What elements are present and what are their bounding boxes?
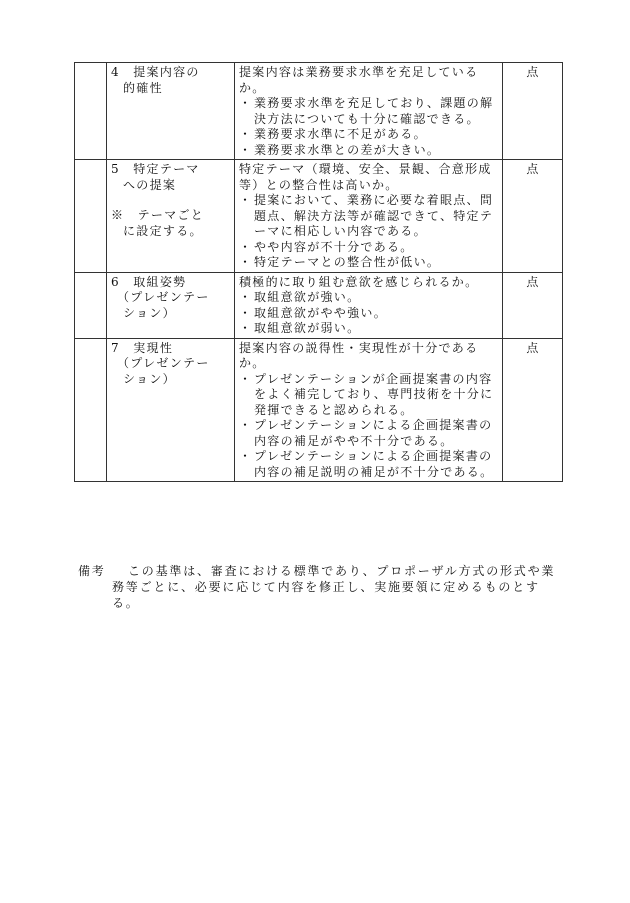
bullet-text: 業務要求水準を充足しており、課題の解決方法についても十分に確認できる。 — [254, 96, 494, 126]
bullet-text: 特定テーマとの整合性が低い。 — [254, 255, 441, 269]
criteria-bullet — [239, 143, 499, 159]
bullet-text: 提案において、業務に必要な着眼点、問題点、解決方法等が確認できて、特定テーマに相応しい内容である。 — [254, 193, 494, 238]
bullet-text: 取組意欲がやや強い。 — [254, 305, 388, 320]
criteria-row — [75, 160, 563, 273]
bullet-text: プレゼンテーションによる企画提案書の内容の補足がやや不十分である。 — [254, 418, 493, 448]
bullet-mark: ・ — [239, 142, 253, 157]
criteria-cell — [235, 63, 503, 160]
criteria-row — [75, 63, 563, 160]
criteria-bullet — [239, 127, 499, 143]
criteria-bullet — [239, 449, 499, 480]
criteria-bullet — [239, 193, 499, 240]
category-cell — [75, 338, 107, 482]
remarks-note — [74, 563, 562, 611]
criteria-bullet — [239, 290, 499, 306]
item-line: ション） — [123, 305, 176, 320]
remarks-label: 備考 — [78, 564, 106, 578]
score-cell: 点 — [503, 63, 563, 160]
bullet-mark: ・ — [239, 418, 253, 432]
criteria-cell — [235, 338, 503, 482]
criteria-cell — [235, 160, 503, 273]
bullet-text: プレゼンテーションが企画提案書の内容をよく補完しており、専門技術を十分に発揮できると認められる。 — [254, 371, 494, 417]
item-line: （プレゼンテー — [117, 290, 210, 304]
category-cell — [75, 160, 107, 273]
criteria-lead: 特定テーマ（環境、安全、景観、合意形成等）との整合性は高いか。 — [239, 162, 492, 192]
item-line: 7 実現性 — [111, 340, 174, 355]
item-line: 的確性 — [123, 80, 163, 95]
bullet-mark: ・ — [239, 449, 253, 463]
score-cell: 点 — [503, 160, 563, 273]
bullet-mark: ・ — [239, 255, 253, 269]
evaluation-criteria-table — [74, 62, 563, 482]
criteria-lead: 提案内容は業務要求水準を充足しているか。 — [239, 65, 479, 95]
criteria-bullet — [239, 418, 499, 449]
score-cell: 点 — [503, 338, 563, 482]
bullet-mark: ・ — [239, 239, 253, 254]
item-cell — [107, 272, 235, 338]
bullet-text: 業務要求水準との差が大きい。 — [254, 142, 441, 157]
criteria-bullet — [239, 372, 499, 419]
item-line: （プレゼンテー — [117, 356, 210, 370]
criteria-bullet — [239, 240, 499, 256]
bullet-mark: ・ — [239, 96, 253, 110]
bullet-mark: ・ — [239, 321, 253, 335]
criteria-lead: 積極的に取り組む意欲を感じられるか。 — [239, 274, 479, 289]
criteria-cell — [235, 272, 503, 338]
bullet-mark: ・ — [239, 193, 253, 207]
bullet-text: 取組意欲が弱い。 — [254, 321, 361, 335]
item-spacer — [111, 193, 231, 208]
criteria-row — [75, 338, 563, 482]
item-cell — [107, 63, 235, 160]
criteria-bullet — [239, 306, 499, 322]
bullet-mark: ・ — [239, 305, 253, 320]
bullet-mark: ・ — [239, 371, 253, 386]
bullet-mark: ・ — [239, 290, 253, 304]
bullet-mark: ・ — [239, 127, 253, 141]
remarks-text: この基準は、審査における標準であり、プロポーザル方式の形式や業務等ごとに、必要に応じて内容を修正し、実施要領に定めるものとする。 — [112, 564, 556, 610]
criteria-row — [75, 272, 563, 338]
criteria-lead: 提案内容の説得性・実現性が十分であるか。 — [239, 340, 479, 370]
item-line: 4 提案内容の — [111, 65, 200, 79]
item-line: ション） — [123, 371, 176, 386]
criteria-bullet — [239, 96, 499, 127]
bullet-text: 業務要求水準に不足がある。 — [254, 127, 427, 141]
item-note: に設定する。 — [123, 223, 203, 238]
bullet-text: やや内容が不十分である。 — [254, 239, 414, 254]
item-cell — [107, 338, 235, 482]
bullet-text: プレゼンテーションによる企画提案書の内容の補足説明の補足が不十分である。 — [254, 449, 494, 479]
item-line: 5 特定テーマ — [111, 162, 200, 176]
item-cell — [107, 160, 235, 273]
category-cell — [75, 272, 107, 338]
item-line: 6 取組姿勢 — [111, 274, 187, 289]
score-cell: 点 — [503, 272, 563, 338]
item-line: への提案 — [123, 177, 177, 192]
item-note: ※ テーマごと — [111, 208, 205, 222]
category-cell — [75, 63, 107, 160]
criteria-bullet — [239, 255, 499, 271]
criteria-bullet — [239, 321, 499, 337]
bullet-text: 取組意欲が強い。 — [254, 290, 361, 304]
